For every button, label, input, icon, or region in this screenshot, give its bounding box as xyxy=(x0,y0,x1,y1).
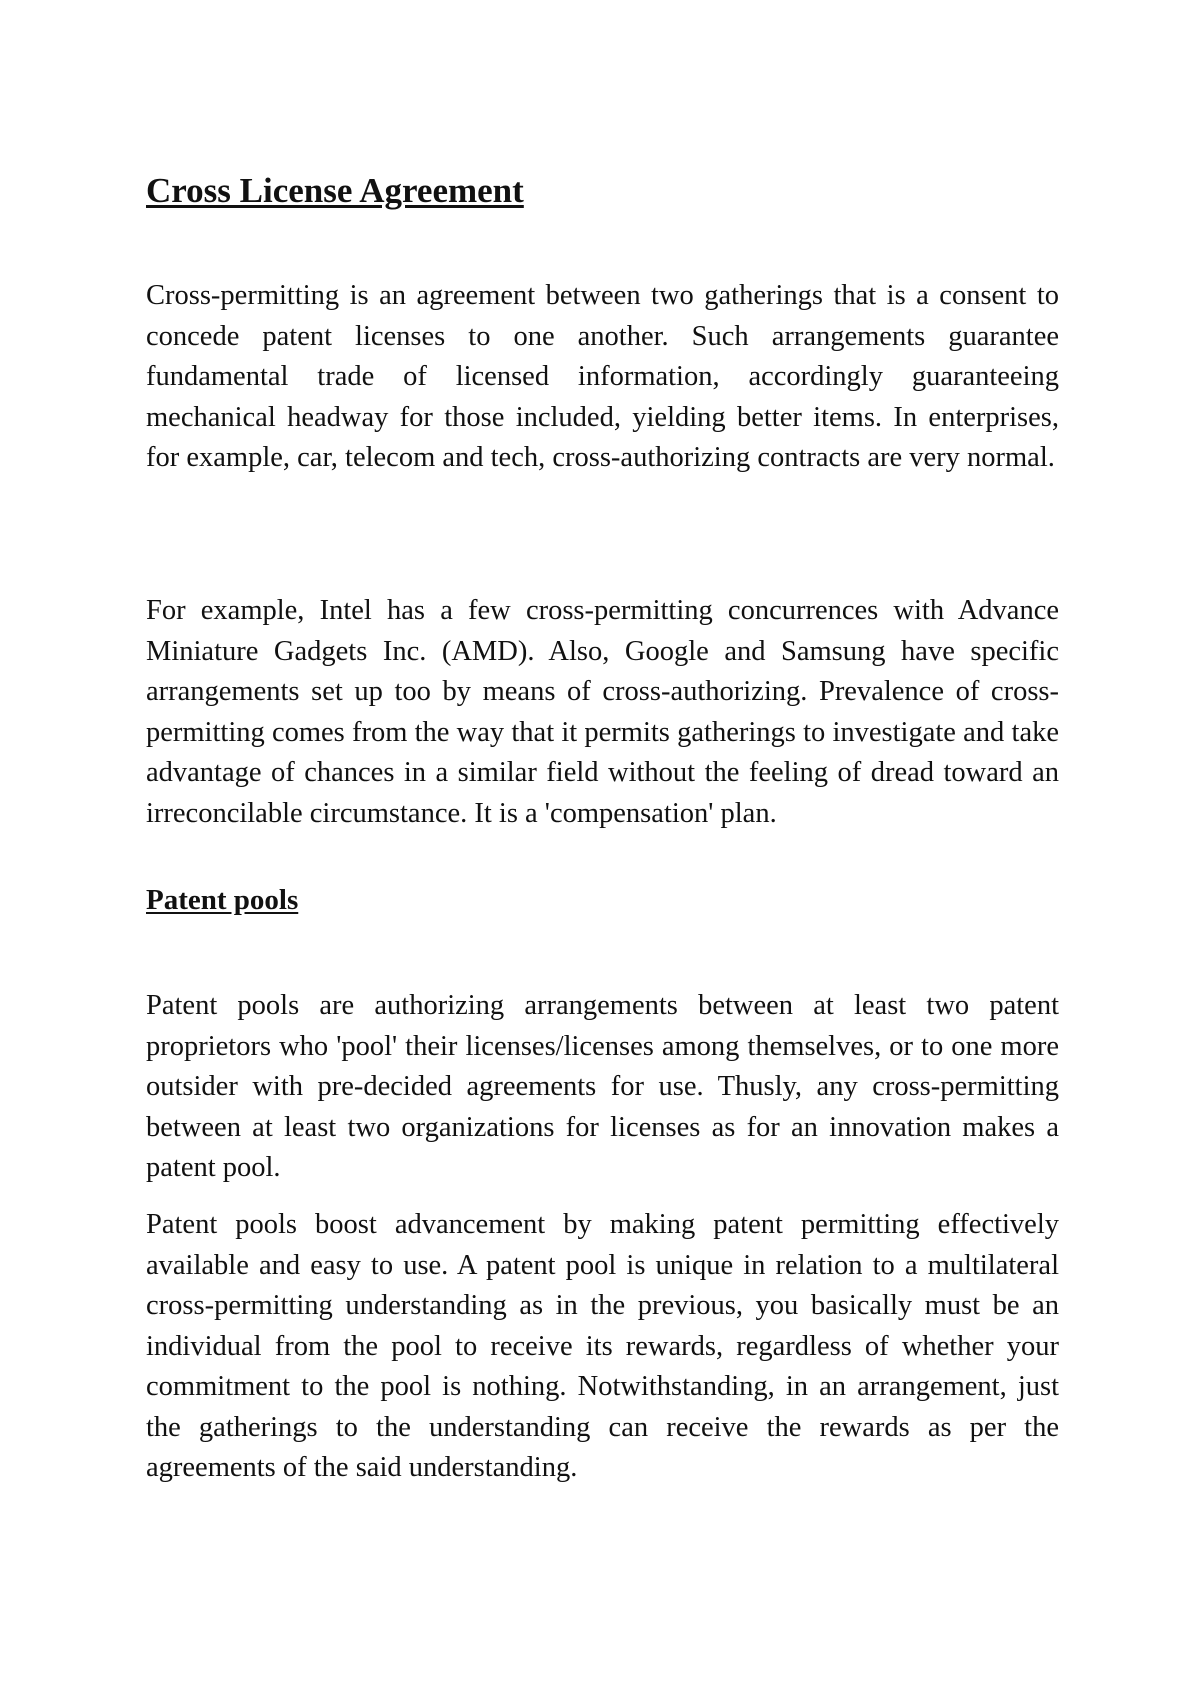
section-heading-patent-pools: Patent pools xyxy=(146,884,299,916)
paragraph-patent-pools-definition: Patent pools are authorizing arrangements between at least two patent proprietors who 'pool' their licenses/licenses among themselves, or to one more outsider with pre-decided agreements for use. Thusly, any cross-permitting between at least two organizations for licenses as for an innovation makes a patent pool. xyxy=(146,990,1059,1183)
paragraph-cross-licensing-definition: Cross-permitting is an agreement between two gatherings that is a consent to concede patent licenses to one another. Such arrangements guarantee fundamental trade of licensed information, accordingly guaranteeing mechanical headway for those included, yielding better items. In enterprises, for example, car, telecom and tech, cross-authorizing contracts are very normal. xyxy=(146,280,1059,473)
paragraph-patent-pools-benefits: Patent pools boost advancement by making patent permitting effectively available and easy to use. A patent pool is unique in relation to a multilateral cross-permitting understanding as in the previous, you basically must be an individual from the pool to receive its rewards, regardless of whether your commitment to the pool is nothing. Notwithstanding, in an arrangement, just the gatherings to the understanding can receive the rewards as per the agreements of the said understanding. xyxy=(146,1209,1059,1483)
document-title: Cross License Agreement xyxy=(146,171,524,210)
paragraph-cross-licensing-examples: For example, Intel has a few cross-permitting concurrences with Advance Miniature Gadgets Inc. (AMD). Also, Google and Samsung have specific arrangements set up too by means of cross-authorizing. Prevalence of cross-permitting comes from the way that it permits gatherings to investigate and take advantage of chances in a similar field without the feeling of dread toward an irreconcilable circumstance. It is a 'compensation' plan. xyxy=(146,595,1059,829)
